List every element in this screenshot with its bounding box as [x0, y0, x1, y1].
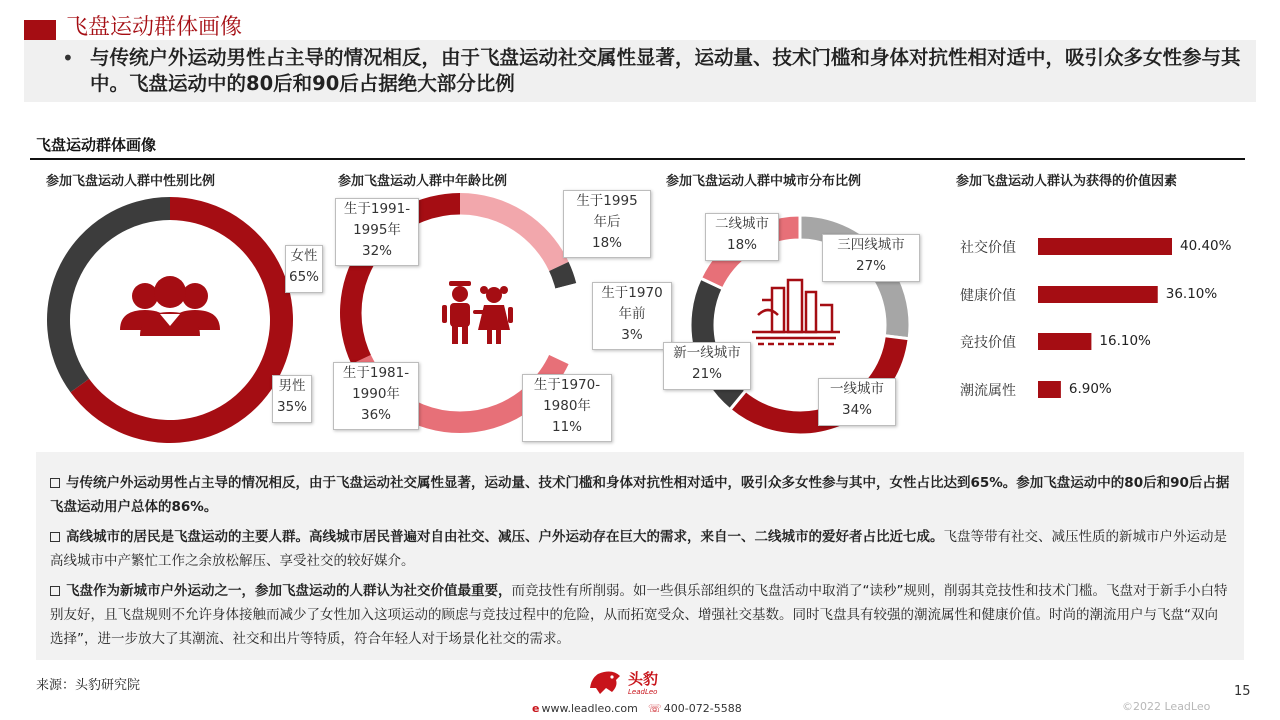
browser-icon: e — [532, 702, 540, 715]
callout-age-1970-1980-line1: 生于1970- — [533, 377, 601, 393]
section-title: 飞盘运动群体画像 — [36, 136, 157, 154]
checkbox-bullet-icon — [50, 478, 60, 488]
callout-female — [285, 245, 323, 293]
callout-age-1970-1980-line2: 1980年 — [543, 398, 591, 414]
callout-female-label: 女性 — [290, 248, 318, 264]
page-number: 15 — [1234, 684, 1251, 699]
value-bar — [1038, 381, 1061, 398]
callout-age-1970-1980 — [522, 374, 612, 442]
bar-value-label: 6.90% — [1068, 381, 1112, 397]
checkbox-bullet-icon — [50, 532, 60, 542]
bar-value-label: 36.10% — [1165, 286, 1218, 302]
bar-category-label: 健康价值 — [960, 288, 1016, 304]
donut-slice-0 — [460, 193, 569, 271]
callout-age-1981-line2: 1990年 — [352, 386, 400, 402]
group-people-icon — [120, 276, 220, 336]
callout-male-label: 男性 — [278, 378, 306, 394]
note-2-text: 飞盘等带有社交、减压性质的新城市户外运动是高线城市中产繁忙工作之余放松解压、享受社交的较好媒介。 — [50, 529, 1227, 569]
gender-chart-title: 参加飞盘运动人群中性别比例 — [46, 174, 216, 189]
bar-category-label: 潮流属性 — [960, 383, 1016, 399]
value-bar — [1038, 286, 1158, 303]
page-title: 飞盘运动群体画像 — [66, 15, 243, 40]
city-skyline-icon — [752, 280, 840, 344]
brand-logo-text: 头豹 — [628, 670, 659, 688]
callout-age-1991-line1: 生于1991- — [343, 201, 411, 217]
callout-city-tier2-value: 18% — [726, 237, 757, 253]
callout-age-1981-line1: 生于1981- — [342, 365, 410, 381]
copyright: ©2022 LeadLeo — [1122, 700, 1211, 713]
note-1-bold: 与传统户外运动男性占主导的情况相反，由于飞盘运动社交属性显著，运动量、技术门槛和身体对抗性相对适中，吸引众多女性参与其中，女性占比达到65%。参加飞盘运动中的80后和90后占据飞盘运动用户总体的86%。 — [50, 475, 1230, 515]
value-chart-title: 参加飞盘运动人群认为获得的价值因素 — [956, 174, 1178, 189]
callout-age-1981-value: 36% — [360, 407, 391, 423]
value-bar — [1038, 238, 1172, 255]
footer-website-text: www.leadleo.com — [541, 702, 638, 715]
city-chart-title: 参加飞盘运动人群中城市分布比例 — [666, 174, 862, 189]
callout-age-1991-line2: 1995年 — [353, 222, 401, 238]
footer-website[interactable] — [532, 702, 638, 715]
couple-icon — [442, 281, 513, 344]
donut-slice-2 — [549, 283, 580, 364]
callout-age-1970-value: 3% — [621, 327, 643, 343]
callout-city-tier34 — [822, 234, 920, 282]
checkbox-bullet-icon — [50, 586, 60, 596]
callout-male — [272, 375, 312, 423]
note-3-bold: 飞盘作为新城市户外运动之一，参加飞盘运动的人群认为社交价值最重要， — [66, 583, 512, 599]
bar-value-label: 40.40% — [1180, 238, 1232, 254]
callout-age-1970-line1: 生于1970 — [601, 285, 663, 301]
callout-city-tier2 — [705, 213, 779, 261]
callout-age-1970-1980-value: 11% — [551, 419, 582, 435]
callout-age-1970-line2: 年前 — [618, 306, 646, 322]
callout-city-tier2-label: 二线城市 — [715, 216, 769, 232]
source-note: 来源：头豹研究院 — [36, 678, 141, 693]
callout-city-tier1-value: 34% — [841, 402, 872, 418]
bar-value-label: 16.10% — [1099, 333, 1151, 349]
age-chart-title: 参加飞盘运动人群中年龄比例 — [338, 174, 508, 189]
callout-age-1991 — [335, 198, 419, 266]
callout-city-new1 — [663, 342, 751, 390]
callout-age-1991-value: 32% — [361, 243, 392, 259]
callout-city-new1-value: 21% — [691, 366, 722, 382]
value-bar — [1038, 333, 1091, 350]
phone-icon: ☏ — [648, 702, 662, 715]
note-1 — [50, 471, 1230, 519]
note-3-text: 而竞技性有所削弱。如一些俱乐部组织的飞盘活动中取消了“读秒”规则，削弱其竞技性和技术门槛。飞盘对于新手小白特别友好，且飞盘规则不允许身体接触而减少了女性加入这项运动的顾虑与竞技过程中的危险，从而拓宽受众、增强社交基数。同时飞盘具有较强的潮流属性和健康价值。时尚的潮流用户与飞盘“双向选择”，进一步放大了其潮流、社交和出片等特质，符合年轻人对于场景化社交的需求。 — [50, 583, 1228, 647]
value-bar-chart — [1038, 238, 1172, 398]
callout-city-new1-label: 新一线城市 — [673, 345, 741, 361]
summary-bullet-icon: • — [62, 46, 74, 70]
note-3 — [50, 579, 1230, 651]
bar-category-label: 竞技价值 — [960, 335, 1016, 351]
callout-city-tier1-label: 一线城市 — [830, 381, 884, 397]
callout-age-1995 — [563, 190, 651, 258]
brand-logo-subtext: LeadLeo — [628, 688, 658, 696]
callout-age-1981 — [333, 362, 419, 430]
callout-female-value: 65% — [288, 269, 319, 285]
note-2 — [50, 525, 1230, 573]
callout-age-1995-value: 18% — [591, 235, 622, 251]
callout-age-1970 — [592, 282, 672, 350]
callout-male-value: 35% — [276, 399, 307, 415]
footer-phone-text: 400-072-5588 — [663, 702, 742, 715]
callout-age-1995-line1: 生于1995 — [576, 193, 638, 209]
summary-text: 与传统户外运动男性占主导的情况相反，由于飞盘运动社交属性显著，运动量、技术门槛和身体对抗性相对适中，吸引众多女性参与其中。飞盘运动中的80后和90后占据绝大部分比例 — [90, 46, 1241, 95]
callout-city-tier1 — [818, 378, 896, 426]
note-2-bold: 高线城市的居民是飞盘运动的主要人群。高线城市居民普遍对自由社交、减压、户外运动存在巨大的需求，来自一、二线城市的爱好者占比近七成。 — [66, 529, 944, 545]
leopard-logo-icon — [588, 666, 622, 696]
footer-phone[interactable] — [648, 702, 742, 715]
callout-city-tier34-label: 三四线城市 — [837, 237, 905, 253]
callout-city-tier34-value: 27% — [855, 258, 886, 274]
callout-age-1995-line2: 年后 — [593, 214, 621, 230]
bar-category-label: 社交价值 — [960, 240, 1016, 256]
